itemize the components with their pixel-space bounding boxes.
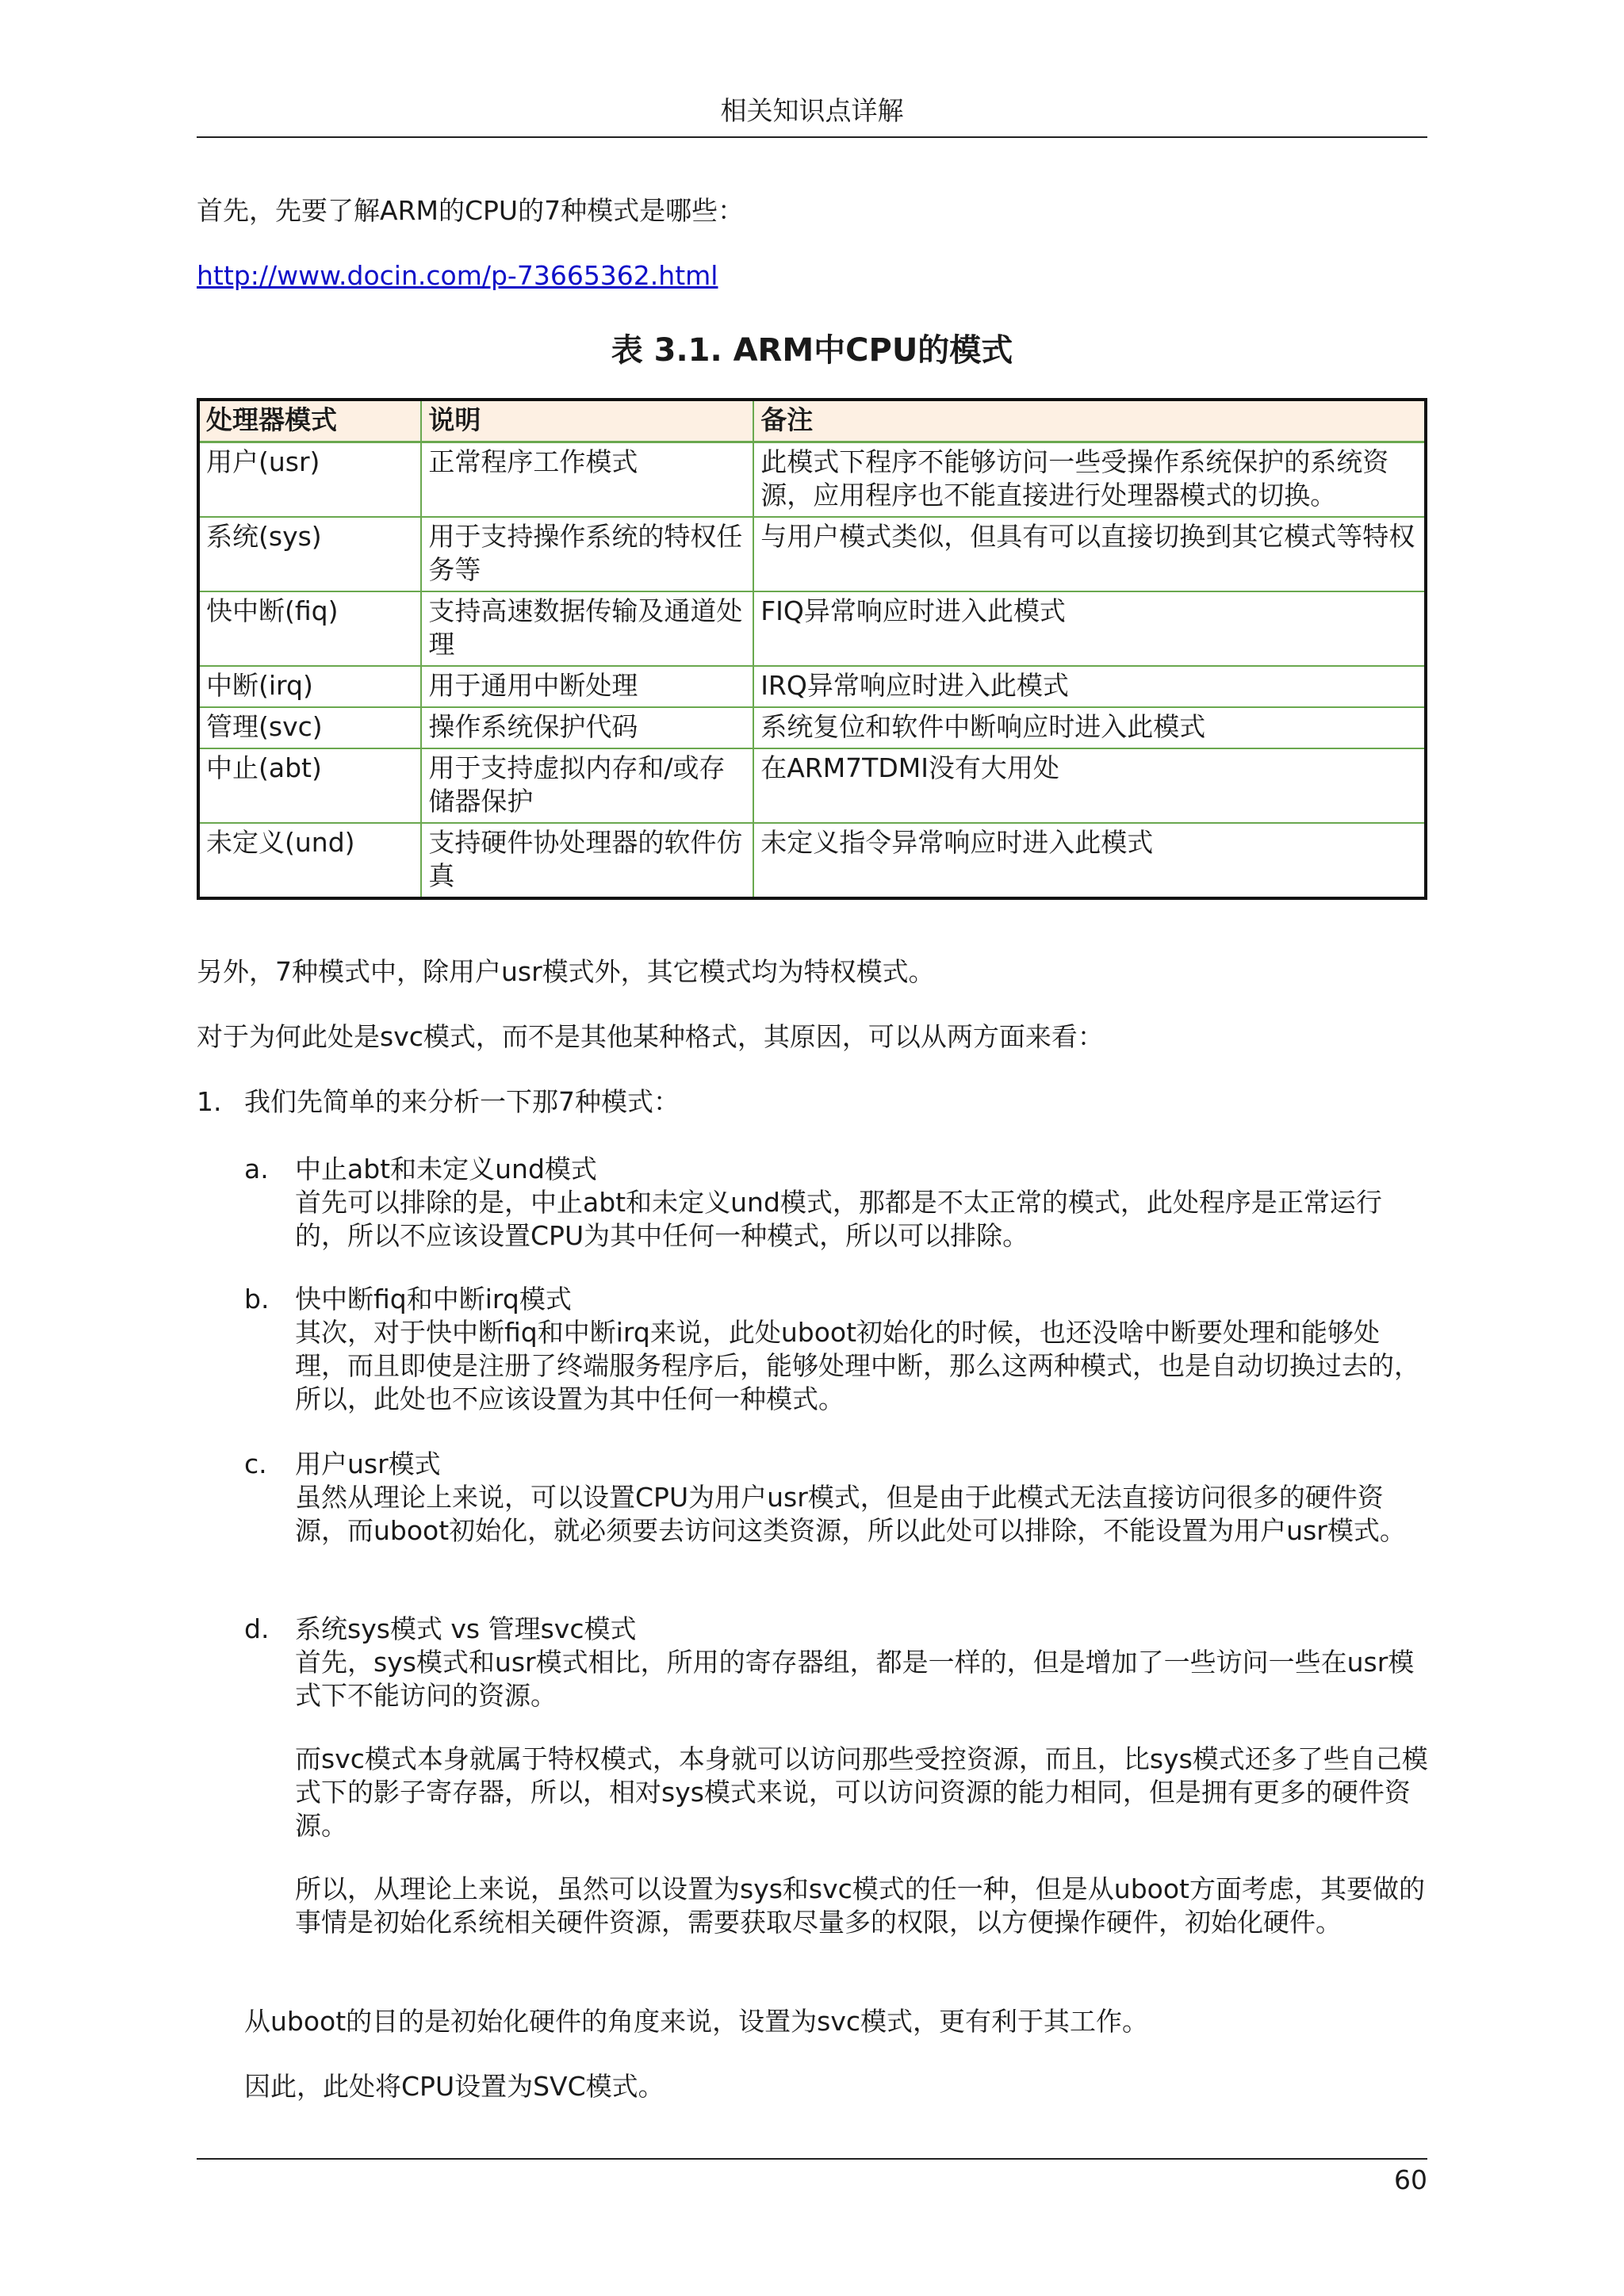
sub-item-marker: d. xyxy=(244,1613,270,1644)
sub-item-body: 其次，对于快中断fiq和中断irq来说，此处uboot初始化的时候，也还没啥中断要处理和能够处理，而且即使是注册了终端服务程序后，能够处理中断，那么这两种模式，也是自动切换过去的，所以，此处也不应该设置为其中任何一种模式。 xyxy=(295,1317,1420,1414)
table-cell: 管理(svc) xyxy=(198,707,421,748)
reason-paragraph: 对于为何此处是svc模式，而不是其他某种格式，其原因，可以从两方面来看： xyxy=(197,1021,1104,1052)
sub-item-title: 快中断fiq和中断irq模式 xyxy=(295,1284,572,1314)
running-header: 相关知识点详解 xyxy=(720,95,904,126)
sub-item-paragraph: 而svc模式本身就属于特权模式，本身就可以访问那些受控资源，而且，比sys模式还多了些自己模式下的影子寄存器，所以，相对sys模式来说，可以访问资源的能力相同，但是拥有更多的硬件资源。 xyxy=(295,1743,1428,1841)
table-cell: 中断(irq) xyxy=(198,666,421,707)
table-cell: 系统(sys) xyxy=(198,517,421,591)
column-header: 备注 xyxy=(753,400,1426,442)
table-cell: 支持硬件协处理器的软件仿真 xyxy=(421,823,753,898)
table-cell: 正常程序工作模式 xyxy=(421,442,753,518)
sub-item-body: 虽然从理论上来说，可以设置CPU为用户usr模式，但是由于此模式无法直接访问很多的硬件资源，而uboot初始化，就必须要去访问这类资源，所以此处可以排除，不能设置为用户usr模式。 xyxy=(295,1482,1406,1546)
sub-item-fiq-irq xyxy=(295,1283,1429,1416)
table-header-row xyxy=(198,400,1426,442)
table-cell: 未定义指令异常响应时进入此模式 xyxy=(753,823,1426,898)
sub-item-sys-vs-svc xyxy=(295,1613,1429,1712)
cpu-modes-table xyxy=(197,398,1427,900)
table-cell: FIQ异常响应时进入此模式 xyxy=(753,591,1426,666)
list-item-text: 我们先简单的来分析一下那7种模式： xyxy=(244,1086,680,1117)
sub-item-marker: b. xyxy=(244,1284,270,1314)
table-row xyxy=(198,517,1426,591)
sub-item-marker: a. xyxy=(244,1154,269,1184)
page-number: 60 xyxy=(1394,2164,1427,2195)
reference-link[interactable]: http://www.docin.com/p-73665362.html xyxy=(197,260,718,291)
list-number: 1. xyxy=(197,1086,222,1117)
table-cell: 系统复位和软件中断响应时进入此模式 xyxy=(753,707,1426,748)
table-cell: 未定义(und) xyxy=(198,823,421,898)
column-header: 处理器模式 xyxy=(198,400,421,442)
final-conclusion-paragraph: 因此，此处将CPU设置为SVC模式。 xyxy=(244,2071,665,2102)
table-cell: 此模式下程序不能够访问一些受操作系统保护的系统资源，应用程序也不能直接进行处理器模式的切换。 xyxy=(753,442,1426,518)
sub-item-paragraph: 所以，从理论上来说，虽然可以设置为sys和svc模式的任一种，但是从uboot方面考虑，其要做的事情是初始化系统相关硬件资源，需要获取尽量多的权限，以方便操作硬件，初始化硬件。 xyxy=(295,1873,1425,1938)
table-cell: 快中断(fiq) xyxy=(198,591,421,666)
sub-item-body: 首先可以排除的是，中止abt和未定义und模式，那都是不太正常的模式，此处程序是正常运行的，所以不应该设置CPU为其中任何一种模式，所以可以排除。 xyxy=(295,1187,1382,1251)
table-cell: 支持高速数据传输及通道处理 xyxy=(421,591,753,666)
table-row xyxy=(198,707,1426,748)
reference-link-line xyxy=(197,258,718,293)
table-caption: 表 3.1. ARM中CPU的模式 xyxy=(611,332,1013,369)
table-cell: 用于支持虚拟内存和/或存储器保护 xyxy=(421,748,753,823)
sub-item-sys-vs-svc-final xyxy=(295,1873,1429,1939)
sub-item-marker: c. xyxy=(244,1448,267,1479)
sub-item-title: 用户usr模式 xyxy=(295,1448,441,1479)
sub-item-abt-und xyxy=(295,1153,1429,1253)
column-header: 说明 xyxy=(421,400,753,442)
table-row xyxy=(198,442,1426,518)
sub-item-usr xyxy=(295,1448,1429,1548)
table-cell: 用于通用中断处理 xyxy=(421,666,753,707)
table-cell: 用户(usr) xyxy=(198,442,421,518)
privileged-modes-paragraph: 另外，7种模式中，除用户usr模式外，其它模式均为特权模式。 xyxy=(197,956,935,987)
conclusion-paragraph: 从uboot的目的是初始化硬件的角度来说，设置为svc模式，更有利于其工作。 xyxy=(244,2006,1149,2037)
intro-paragraph: 首先，先要了解ARM的CPU的7种模式是哪些： xyxy=(197,195,745,226)
sub-item-title: 系统sys模式 vs 管理svc模式 xyxy=(295,1613,637,1644)
table-row xyxy=(198,823,1426,898)
table-row xyxy=(198,748,1426,823)
sub-item-title: 中止abt和未定义und模式 xyxy=(295,1154,597,1184)
table-cell: IRQ异常响应时进入此模式 xyxy=(753,666,1426,707)
sub-item-paragraph: 首先，sys模式和usr模式相比，所用的寄存器组，都是一样的，但是增加了一些访问一些在usr模式下不能访问的资源。 xyxy=(295,1647,1415,1711)
table-cell: 操作系统保护代码 xyxy=(421,707,753,748)
table-cell: 与用户模式类似，但具有可以直接切换到其它模式等特权 xyxy=(753,517,1426,591)
sub-item-sys-vs-svc-continued xyxy=(295,1743,1429,1843)
table-row xyxy=(198,666,1426,707)
header-rule xyxy=(197,136,1427,138)
table-row xyxy=(198,591,1426,666)
table-cell: 中止(abt) xyxy=(198,748,421,823)
table-cell: 在ARM7TDMI没有大用处 xyxy=(753,748,1426,823)
table-cell: 用于支持操作系统的特权任务等 xyxy=(421,517,753,591)
footer-rule xyxy=(197,2158,1427,2160)
